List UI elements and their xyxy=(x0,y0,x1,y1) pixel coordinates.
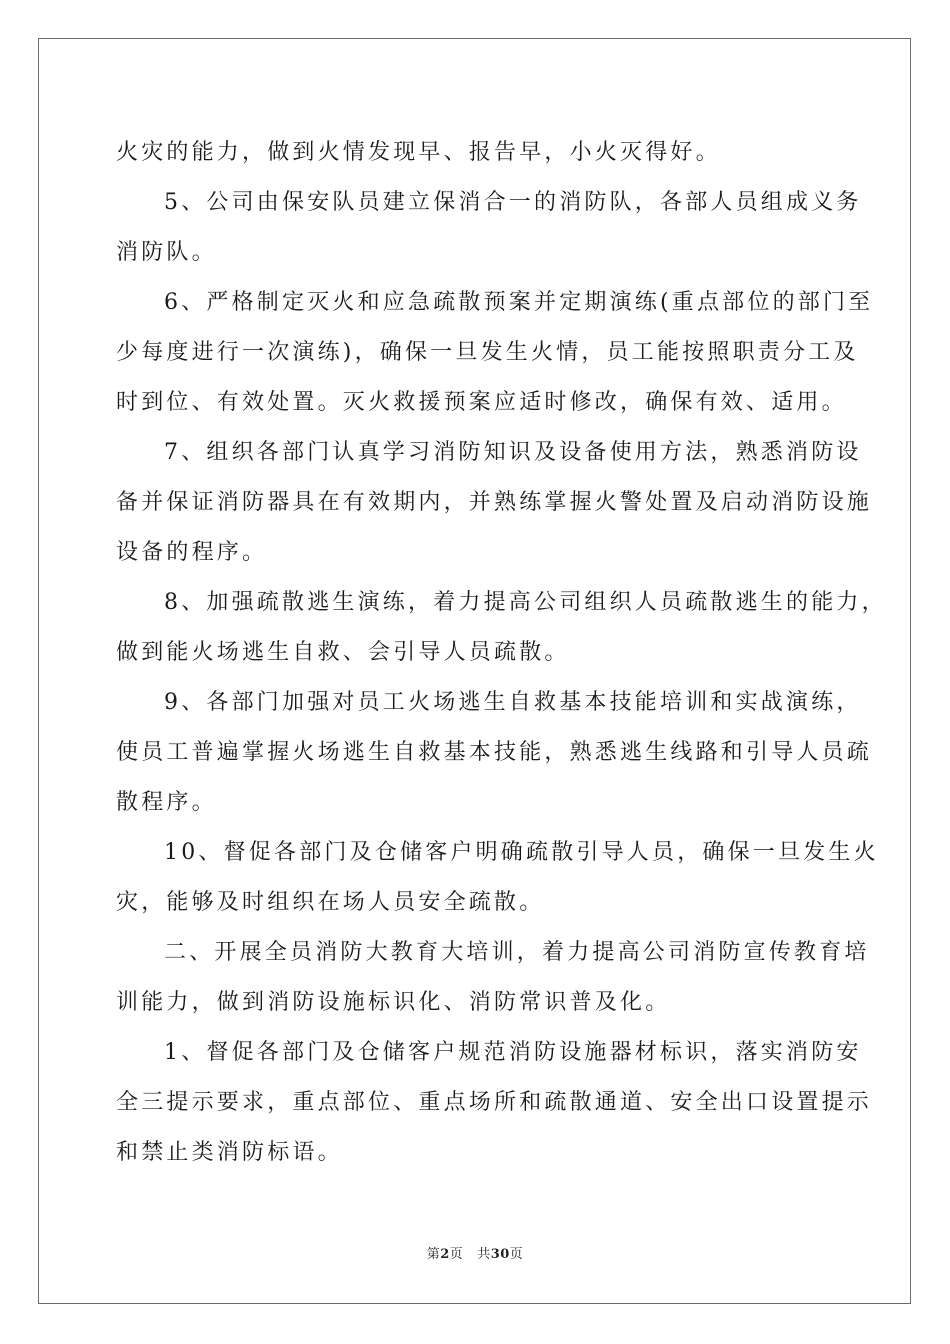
text-line: 和禁止类消防标语。 xyxy=(116,1140,343,1165)
text-line: 全三提示要求，重点部位、重点场所和疏散通道、安全出口设置提示 xyxy=(116,1090,873,1115)
text-line: 散程序。 xyxy=(116,790,217,815)
body-text xyxy=(116,128,887,1178)
text-line: 灾，能够及时组织在场人员安全疏散。 xyxy=(116,890,545,915)
total-suffix: 页 xyxy=(509,1247,524,1262)
document-body xyxy=(116,128,887,1178)
page-footer xyxy=(0,1243,950,1262)
text-line: 时到位、有效处置。灭火救援预案应适时修改，确保有效、适用。 xyxy=(116,390,847,415)
text-line: 7、组织各部门认真学习消防知识及设备使用方法，熟悉消防设 xyxy=(164,440,862,465)
text-line: 1、督促各部门及仓储客户规范消防设施器材标识，落实消防安 xyxy=(164,1040,862,1065)
text-line: 训能力，做到消防设施标识化、消防常识普及化。 xyxy=(116,990,671,1015)
text-line: 使员工普遍掌握火场逃生自救基本技能，熟悉逃生线路和引导人员疏 xyxy=(116,740,873,765)
text-line: 消防队。 xyxy=(116,240,217,265)
page-prefix: 第 xyxy=(426,1247,441,1262)
text-line: 做到能火场逃生自救、会引导人员疏散。 xyxy=(116,640,570,665)
text-line: 10、督促各部门及仓储客户明确疏散引导人员，确保一旦发生火 xyxy=(164,840,879,865)
text-line: 9、各部门加强对员工火场逃生自救基本技能培训和实战演练， xyxy=(164,690,862,715)
text-line: 火灾的能力，做到火情发现早、报告早，小火灭得好。 xyxy=(116,140,721,165)
text-line: 备并保证消防器具在有效期内，并熟练掌握火警处置及启动消防设施 xyxy=(116,490,873,515)
text-line: 少每度进行一次演练)，确保一旦发生火情，员工能按照职责分工及 xyxy=(116,340,859,365)
text-line: 设备的程序。 xyxy=(116,540,268,565)
page-number: 2 xyxy=(440,1247,450,1262)
text-line: 5、公司由保安队员建立保消合一的消防队，各部人员组成义务 xyxy=(164,190,862,215)
page-suffix: 页 xyxy=(449,1247,464,1262)
text-line: 8、加强疏散逃生演练，着力提高公司组织人员疏散逃生的能力， xyxy=(164,590,887,615)
total-prefix: 共 xyxy=(477,1247,491,1262)
text-line: 6、严格制定灭火和应急疏散预案并定期演练(重点部位的部门至 xyxy=(164,290,874,315)
total-pages: 30 xyxy=(490,1247,510,1262)
text-line: 二、开展全员消防大教育大培训，着力提高公司消防宣传教育培 xyxy=(164,940,870,965)
